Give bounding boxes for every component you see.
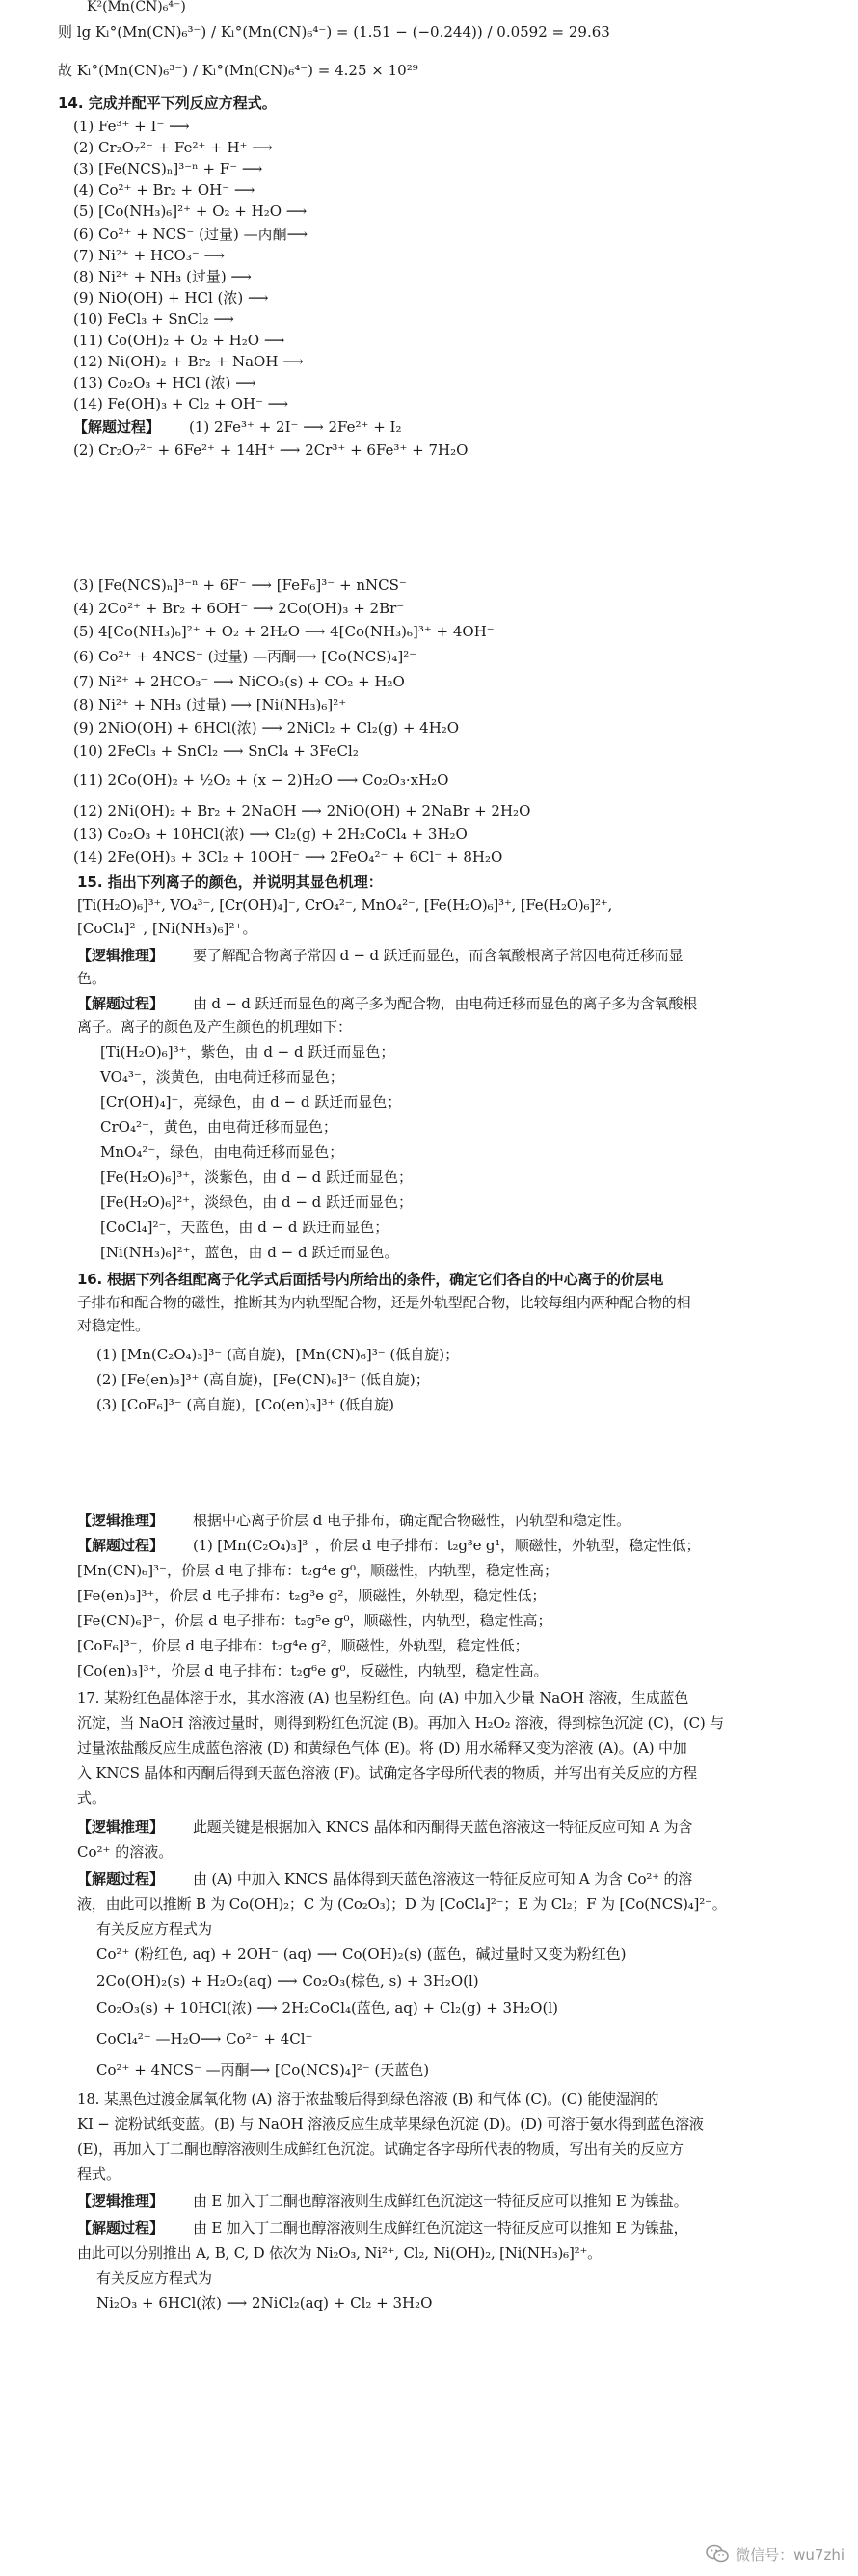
q17-equation: Co₂O₃(s) + 10HCl(浓) ⟶ 2H₂CoCl₄(蓝色, aq) + Cl₂(g) + 3H₂O(l)	[96, 1999, 558, 2017]
q15-ions-2: [CoCl₄]²⁻, [Ni(NH₃)₆]²⁺。	[77, 920, 257, 937]
q16-solution-first: (1) [Mn(C₂O₄)₃]³⁻，价层 d 电子排布：t₂g³e g¹，顺磁性，外轨型，稳定性低；	[193, 1537, 701, 1554]
q14-solution: (8) Ni²⁺ + NH₃ (过量) ⟶ [Ni(NH₃)₆]²⁺	[73, 696, 347, 713]
q18-line: 18. 某黑色过渡金属氧化物 (A) 溶于浓盐酸后得到绿色溶液 (B) 和气体 (C)。(C) 能使湿润的	[77, 2090, 659, 2107]
q14-item: (2) Cr₂O₇²⁻ + Fe²⁺ + H⁺ ⟶	[73, 139, 273, 156]
watermark-text: 微信号：wu7zhi	[736, 2545, 845, 2563]
q14-item: (10) FeCl₃ + SnCl₂ ⟶	[73, 310, 234, 328]
q14-solution: (14) 2Fe(OH)₃ + 3Cl₂ + 10OH⁻ ⟶ 2FeO₄²⁻ + 6Cl⁻ + 8H₂O	[73, 848, 503, 866]
q14-solution: (5) 4[Co(NH₃)₆]²⁺ + O₂ + 2H₂O ⟶ 4[Co(NH₃)₆]³⁺ + 4OH⁻	[73, 623, 495, 640]
q18-solution-2: 由此可以分别推出 A, B, C, D 依次为 Ni₂O₃, Ni²⁺, Cl₂, Ni(OH)₂, [Ni(NH₃)₆]²⁺。	[77, 2244, 602, 2262]
q18-solution-1: 由 E 加入丁二酮也醇溶液则生成鲜红色沉淀这一特征反应可以推知 E 为镍盐，	[193, 2219, 688, 2237]
q14-item: (11) Co(OH)₂ + O₂ + H₂O ⟶	[73, 332, 285, 349]
q18-solution-3: 有关反应方程式为	[96, 2269, 213, 2287]
q18-line: (E)，再加入丁二酮也醇溶液则生成鲜红色沉淀。试确定各字母所代表的物质，写出有关的反应方	[77, 2140, 684, 2158]
q14-solution: (7) Ni²⁺ + 2HCO₃⁻ ⟶ NiCO₃(s) + CO₂ + H₂O	[73, 673, 405, 690]
wechat-watermark	[705, 2541, 845, 2566]
q16-solution: [Co(en)₃]³⁺，价层 d 电子排布：t₂g⁶e g⁰，反磁性，内轨型，稳定性高。	[77, 1662, 549, 1679]
q15-color-item: [Ti(H₂O)₆]³⁺，紫色，由 d − d 跃迁而显色；	[100, 1043, 395, 1060]
q16-item: (3) [CoF₆]³⁻ (高自旋)，[Co(en)₃]³⁺ (低自旋)	[96, 1396, 394, 1413]
q15-logic-2: 色。	[77, 970, 107, 987]
q15-logic-1: 要了解配合物离子常因 d − d 跃迁而显色，而含氧酸根离子常因电荷迁移而显	[193, 947, 684, 964]
q15-color-item: [Fe(H₂O)₆]²⁺，淡绿色，由 d − d 跃迁而显色；	[100, 1194, 414, 1211]
q14-item: (7) Ni²⁺ + HCO₃⁻ ⟶	[73, 247, 226, 264]
q14-solution: (3) [Fe(NCS)ₙ]³⁻ⁿ + 6F⁻ ⟶ [FeF₆]³⁻ + nNCS⁻	[73, 577, 407, 594]
q17-line: 17. 某粉红色晶体溶于水，其水溶液 (A) 也呈粉红色。向 (A) 中加入少量 NaOH 溶液，生成蓝色	[77, 1689, 689, 1706]
q16-title-2: 子排布和配合物的磁性，推断其为内轨型配合物，还是外轨型配合物，比较每组内两种配合物的相	[77, 1294, 691, 1311]
q14-solution: (11) 2Co(OH)₂ + ½O₂ + (x − 2)H₂O ⟶ Co₂O₃·xH₂O	[73, 771, 449, 789]
q17-solution-1: 由 (A) 中加入 KNCS 晶体得到天蓝色溶液这一特征反应可知 A 为含 Co²⁺ 的溶	[193, 1870, 693, 1888]
q15-color-item: [Ni(NH₃)₆]²⁺，蓝色，由 d − d 跃迁而显色。	[100, 1244, 399, 1261]
q17-equation: Co²⁺ (粉红色, aq) + 2OH⁻ (aq) ⟶ Co(OH)₂(s) (蓝色，碱过量时又变为粉红色)	[96, 1945, 627, 1963]
q17-solution-2: 液，由此可以推断 B 为 Co(OH)₂；C 为 (Co₂O₃)；D 为 [CoCl₄]²⁻；E 为 Cl₂；F 为 [Co(NCS)₄]²⁻。	[77, 1895, 727, 1913]
q14-solution-first: (1) 2Fe³⁺ + 2I⁻ ⟶ 2Fe²⁺ + I₂	[189, 418, 402, 436]
q14-solution: (4) 2Co²⁺ + Br₂ + 6OH⁻ ⟶ 2Co(OH)₃ + 2Br⁻	[73, 600, 405, 617]
q17-equation: 2Co(OH)₂(s) + H₂O₂(aq) ⟶ Co₂O₃(棕色, s) + 3H₂O(l)	[96, 1972, 479, 1990]
q16-logic-tag: 【逻辑推理】	[77, 1512, 165, 1529]
q15-color-item: MnO₄²⁻，绿色，由电荷迁移而显色；	[100, 1143, 344, 1161]
q17-equation: Co²⁺ + 4NCS⁻ —丙酮⟶ [Co(NCS)₄]²⁻ (天蓝色)	[96, 2061, 430, 2079]
q15-color-item: [Fe(H₂O)₆]³⁺，淡紫色，由 d − d 跃迁而显色；	[100, 1168, 414, 1186]
q15-color-item: CrO₄²⁻，黄色，由电荷迁移而显色；	[100, 1118, 337, 1136]
q14-item: (9) NiO(OH) + HCl (浓) ⟶	[73, 289, 269, 307]
q14-item: (4) Co²⁺ + Br₂ + OH⁻ ⟶	[73, 181, 255, 199]
q14-title: 14. 完成并配平下列反应方程式。	[58, 94, 277, 112]
q15-solution-2: 离子。离子的颜色及产生颜色的机理如下：	[77, 1018, 353, 1035]
wechat-icon	[705, 2541, 730, 2566]
q16-title-3: 对稳定性。	[77, 1317, 150, 1334]
q16-solution: [CoF₆]³⁻，价层 d 电子排布：t₂g⁴e g²，顺磁性，外轨型，稳定性低；	[77, 1637, 529, 1654]
q18-solution-4: Ni₂O₃ + 6HCl(浓) ⟶ 2NiCl₂(aq) + Cl₂ + 3H₂O	[96, 2294, 433, 2312]
q14-item: (12) Ni(OH)₂ + Br₂ + NaOH ⟶	[73, 353, 304, 370]
q16-item: (1) [Mn(C₂O₄)₃]³⁻ (高自旋)，[Mn(CN)₆]³⁻ (低自旋)；	[96, 1346, 460, 1363]
q17-solution-3: 有关反应方程式为	[96, 1920, 213, 1938]
q15-color-item: VO₄³⁻，淡黄色，由电荷迁移而显色；	[100, 1068, 344, 1086]
q14-item: (6) Co²⁺ + NCS⁻ (过量) —丙酮⟶	[73, 226, 308, 243]
q15-solution-1: 由 d − d 跃迁而显色的离子多为配合物，由电荷迁移而显色的离子多为含氧酸根	[193, 995, 698, 1012]
q16-solution: [Fe(en)₃]³⁺，价层 d 电子排布：t₂g³e g²，顺磁性，外轨型，稳定性低；	[77, 1587, 547, 1604]
q15-title: 15. 指出下列离子的颜色，并说明其显色机理：	[77, 873, 383, 891]
top-line-0: K²(Mn(CN)₆⁴⁻)	[87, 0, 186, 14]
q15-ions-1: [Ti(H₂O)₆]³⁺, VO₄³⁻, [Cr(OH)₄]⁻, CrO₄²⁻, MnO₄²⁻, [Fe(H₂O)₆]³⁺, [Fe(H₂O)₆]²⁺,	[77, 897, 613, 914]
q14-item: (13) Co₂O₃ + HCl (浓) ⟶	[73, 374, 256, 391]
q18-solution-tag: 【解题过程】	[77, 2219, 165, 2237]
q16-solution-tag: 【解题过程】	[77, 1537, 165, 1554]
q14-solution-second: (2) Cr₂O₇²⁻ + 6Fe²⁺ + 14H⁺ ⟶ 2Cr³⁺ + 6Fe³⁺ + 7H₂O	[73, 442, 469, 459]
q14-item: (5) [Co(NH₃)₆]²⁺ + O₂ + H₂O ⟶	[73, 202, 308, 220]
q14-solution: (6) Co²⁺ + 4NCS⁻ (过量) —丙酮⟶ [Co(NCS)₄]²⁻	[73, 648, 417, 665]
q14-solution: (13) Co₂O₃ + 10HCl(浓) ⟶ Cl₂(g) + 2H₂CoCl₄ + 3H₂O	[73, 825, 468, 843]
q16-logic: 根据中心离子价层 d 电子排布，确定配合物磁性，内轨型和稳定性。	[193, 1512, 631, 1529]
q16-solution: [Mn(CN)₆]³⁻，价层 d 电子排布：t₂g⁴e g⁰，顺磁性，内轨型，稳定性高；	[77, 1562, 559, 1579]
top-line-1: 则 lg Kₗ°(Mn(CN)₆³⁻) / Kₗ°(Mn(CN)₆⁴⁻) = (1.51 − (−0.244)) / 0.0592 = 29.63	[58, 23, 610, 40]
q18-logic: 由 E 加入丁二酮也醇溶液则生成鲜红色沉淀这一特征反应可以推知 E 为镍盐。	[193, 2192, 688, 2210]
q16-solution: [Fe(CN)₆]³⁻，价层 d 电子排布：t₂g⁵e g⁰，顺磁性，内轨型，稳定性高；	[77, 1612, 552, 1629]
q15-color-item: [Cr(OH)₄]⁻，亮绿色，由 d − d 跃迁而显色；	[100, 1093, 402, 1111]
q14-item: (1) Fe³⁺ + I⁻ ⟶	[73, 118, 190, 135]
q17-logic-tag: 【逻辑推理】	[77, 1818, 165, 1836]
q18-logic-tag: 【逻辑推理】	[77, 2192, 165, 2210]
q18-line: 程式。	[77, 2165, 121, 2183]
q17-line: 式。	[77, 1789, 107, 1807]
q16-title-1: 16. 根据下列各组配离子化学式后面括号内所给出的条件，确定它们各自的中心离子的价层电	[77, 1271, 664, 1288]
q17-line: 沉淀，当 NaOH 溶液过量时，则得到粉红色沉淀 (B)。再加入 H₂O₂ 溶液，得到棕色沉淀 (C)，(C) 与	[77, 1714, 724, 1731]
q15-logic-tag: 【逻辑推理】	[77, 947, 165, 964]
q15-solution-tag: 【解题过程】	[77, 995, 165, 1012]
top-line-2: 故 Kₗ°(Mn(CN)₆³⁻) / Kₗ°(Mn(CN)₆⁴⁻) = 4.25 × 10²⁹	[58, 62, 418, 79]
q16-item: (2) [Fe(en)₃]³⁺ (高自旋)，[Fe(CN)₆]³⁻ (低自旋)；	[96, 1371, 430, 1388]
q14-solution: (12) 2Ni(OH)₂ + Br₂ + 2NaOH ⟶ 2NiO(OH) + 2NaBr + 2H₂O	[73, 802, 531, 819]
q17-logic-2: Co²⁺ 的溶液。	[77, 1843, 174, 1861]
q18-line: KI − 淀粉试纸变蓝。(B) 与 NaOH 溶液反应生成苹果绿色沉淀 (D)。(D) 可溶于氨水得到蓝色溶液	[77, 2115, 704, 2133]
q14-solution: (9) 2NiO(OH) + 6HCl(浓) ⟶ 2NiCl₂ + Cl₂(g) + 4H₂O	[73, 719, 460, 737]
q14-item: (3) [Fe(NCS)ₙ]³⁻ⁿ + F⁻ ⟶	[73, 160, 263, 177]
q17-line: 入 KNCS 晶体和丙酮后得到天蓝色溶液 (F)。试确定各字母所代表的物质，并写出有关反应的方程	[77, 1764, 697, 1782]
q14-solution-tag: 【解题过程】	[73, 418, 161, 436]
q17-logic-1: 此题关键是根据加入 KNCS 晶体和丙酮得天蓝色溶液这一特征反应可知 A 为含	[193, 1818, 693, 1836]
q14-item: (8) Ni²⁺ + NH₃ (过量) ⟶	[73, 268, 252, 285]
q15-color-item: [CoCl₄]²⁻，天蓝色，由 d − d 跃迁而显色；	[100, 1219, 389, 1236]
q14-item: (14) Fe(OH)₃ + Cl₂ + OH⁻ ⟶	[73, 395, 289, 413]
q17-line: 过量浓盐酸反应生成蓝色溶液 (D) 和黄绿色气体 (E)。将 (D) 用水稀释又变为溶液 (A)。(A) 中加	[77, 1739, 687, 1757]
q14-solution: (10) 2FeCl₃ + SnCl₂ ⟶ SnCl₄ + 3FeCl₂	[73, 742, 359, 760]
q17-solution-tag: 【解题过程】	[77, 1870, 165, 1888]
q17-equation: CoCl₄²⁻ —H₂O⟶ Co²⁺ + 4Cl⁻	[96, 2030, 313, 2048]
